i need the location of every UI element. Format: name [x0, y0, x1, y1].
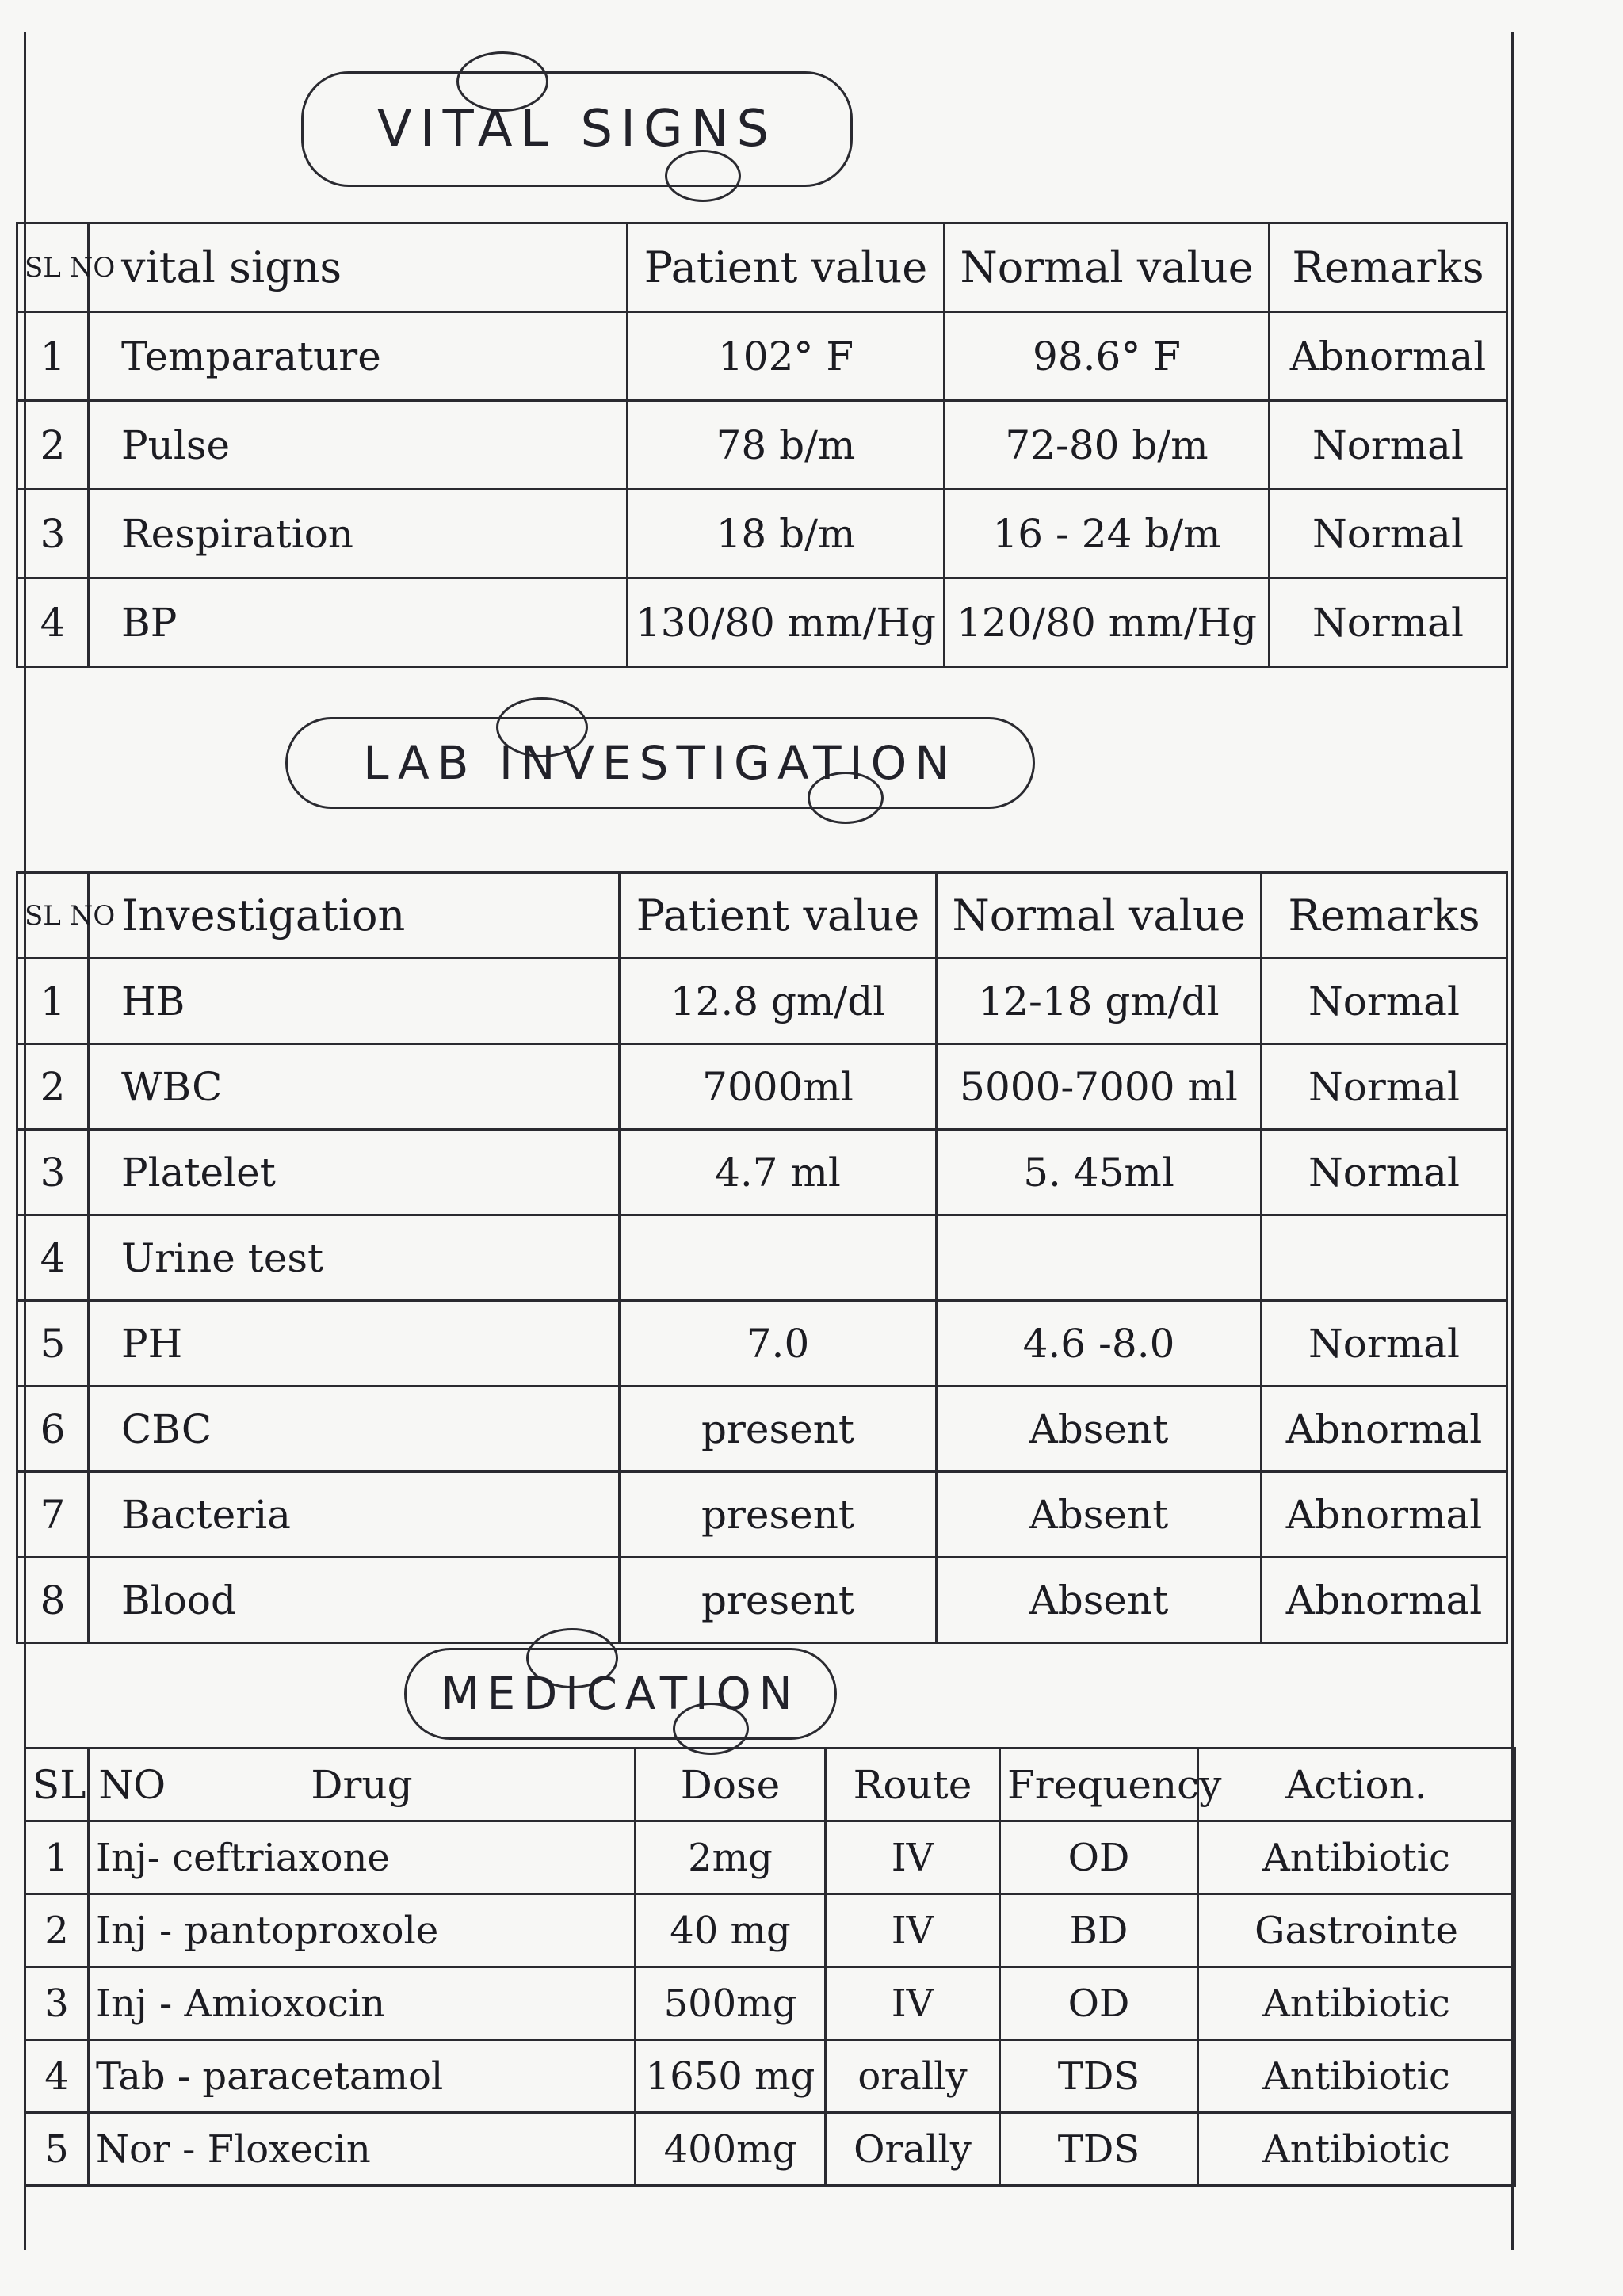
dose-cell: 1650 mg [636, 2040, 826, 2113]
vital-signs-header: vital signs [89, 223, 628, 312]
sl-no-cell: 2 [17, 1044, 89, 1130]
table-row [17, 1044, 1507, 1130]
vital-name-cell: BP [89, 578, 628, 667]
dose-cell: 400mg [636, 2113, 826, 2186]
drug-cell: Inj- ceftriaxone [89, 1821, 636, 1894]
table-row [17, 1472, 1507, 1558]
sl-no-header: SL NO [17, 873, 89, 959]
table-row [17, 1130, 1507, 1215]
dose-cell: 40 mg [636, 1894, 826, 1967]
table-row [25, 1894, 1515, 1967]
sl-no-cell: 6 [17, 1386, 89, 1472]
normal-value-cell: 4.6 -8.0 [937, 1301, 1262, 1386]
sl-no-cell: 5 [25, 2113, 89, 2186]
sl-no-cell: 4 [17, 1215, 89, 1301]
remarks-cell: Normal [1270, 401, 1507, 490]
route-cell: IV [826, 1967, 1000, 2040]
sl-no-cell: 3 [25, 1967, 89, 2040]
sl-no-cell: 1 [17, 959, 89, 1044]
normal-value-cell [937, 1215, 1262, 1301]
vital-name-cell: Respiration [89, 490, 628, 578]
route-cell: Orally [826, 2113, 1000, 2186]
table-row [25, 2113, 1515, 2186]
table-row [25, 1967, 1515, 2040]
sl-no-header: SL NO [25, 1749, 89, 1821]
patient-value-cell [620, 1215, 937, 1301]
normal-value-cell: Absent [937, 1386, 1262, 1472]
action-cell: Antibiotic [1198, 1967, 1515, 2040]
investigation-cell: CBC [89, 1386, 620, 1472]
remarks-cell: Normal [1262, 1130, 1507, 1215]
medication-title: MEDICATION [404, 1648, 837, 1740]
vital-signs-title: VITAL SIGNS [301, 71, 853, 187]
investigation-cell: Urine test [89, 1215, 620, 1301]
table-row [25, 2040, 1515, 2113]
patient-value-cell: 102° F [628, 312, 945, 401]
drug-cell: Inj - pantoproxole [89, 1894, 636, 1967]
normal-value-cell: 98.6° F [945, 312, 1270, 401]
investigation-cell: HB [89, 959, 620, 1044]
table-row [17, 490, 1507, 578]
action-cell: Gastrointe [1198, 1894, 1515, 1967]
medication-table [24, 1747, 1516, 2187]
patient-value-cell: 18 b/m [628, 490, 945, 578]
action-cell: Antibiotic [1198, 2040, 1515, 2113]
remarks-cell: Abnormal [1270, 312, 1507, 401]
frequency-cell: TDS [1000, 2040, 1198, 2113]
normal-value-cell: 5000-7000 ml [937, 1044, 1262, 1130]
frequency-cell: OD [1000, 1967, 1198, 2040]
route-cell: orally [826, 2040, 1000, 2113]
table-row [17, 1386, 1507, 1472]
investigation-cell: WBC [89, 1044, 620, 1130]
patient-value-header: Patient value [620, 873, 937, 959]
patient-value-cell: 7000ml [620, 1044, 937, 1130]
sl-no-cell: 4 [17, 578, 89, 667]
table-row [25, 1821, 1515, 1894]
action-cell: Antibiotic [1198, 2113, 1515, 2186]
remarks-header: Remarks [1262, 873, 1507, 959]
lab-investigation-table [16, 871, 1508, 1644]
table-row [17, 1215, 1507, 1301]
action-header: Action. [1198, 1749, 1515, 1821]
sl-no-cell: 1 [17, 312, 89, 401]
normal-value-header: Normal value [945, 223, 1270, 312]
table-row [17, 959, 1507, 1044]
route-cell: IV [826, 1894, 1000, 1967]
remarks-cell: Normal [1262, 1301, 1507, 1386]
route-header: Route [826, 1749, 1000, 1821]
remarks-cell: Abnormal [1262, 1386, 1507, 1472]
vital-signs-table [16, 222, 1508, 668]
vital-name-cell: Pulse [89, 401, 628, 490]
investigation-cell: Platelet [89, 1130, 620, 1215]
remarks-cell [1262, 1215, 1507, 1301]
normal-value-header: Normal value [937, 873, 1262, 959]
normal-value-cell: 16 - 24 b/m [945, 490, 1270, 578]
sl-no-cell: 5 [17, 1301, 89, 1386]
investigation-cell: Blood [89, 1558, 620, 1643]
table-row [17, 401, 1507, 490]
dose-header: Dose [636, 1749, 826, 1821]
lab-investigation-title: LAB INVESTIGATION [285, 717, 1035, 809]
drug-header: Drug [89, 1749, 636, 1821]
patient-value-cell: present [620, 1558, 937, 1643]
table-row [17, 1558, 1507, 1643]
normal-value-cell: 72-80 b/m [945, 401, 1270, 490]
sl-no-cell: 2 [25, 1894, 89, 1967]
action-cell: Antibiotic [1198, 1821, 1515, 1894]
table-row [17, 312, 1507, 401]
drug-cell: Inj - Amioxocin [89, 1967, 636, 2040]
patient-value-header: Patient value [628, 223, 945, 312]
remarks-cell: Abnormal [1262, 1472, 1507, 1558]
frequency-cell: TDS [1000, 2113, 1198, 2186]
dose-cell: 2mg [636, 1821, 826, 1894]
patient-value-cell: present [620, 1386, 937, 1472]
normal-value-cell: 12-18 gm/dl [937, 959, 1262, 1044]
drug-cell: Tab - paracetamol [89, 2040, 636, 2113]
route-cell: IV [826, 1821, 1000, 1894]
sl-no-cell: 4 [25, 2040, 89, 2113]
sl-no-cell: 1 [25, 1821, 89, 1894]
drug-cell: Nor - Floxecin [89, 2113, 636, 2186]
investigation-cell: PH [89, 1301, 620, 1386]
vital-name-cell: Temparature [89, 312, 628, 401]
patient-value-cell: present [620, 1472, 937, 1558]
frequency-cell: BD [1000, 1894, 1198, 1967]
remarks-cell: Normal [1270, 490, 1507, 578]
sl-no-cell: 8 [17, 1558, 89, 1643]
sl-no-cell: 3 [17, 490, 89, 578]
sl-no-header: SL NO [17, 223, 89, 312]
patient-value-cell: 78 b/m [628, 401, 945, 490]
frequency-header: Frequency [1000, 1749, 1198, 1821]
frequency-cell: OD [1000, 1821, 1198, 1894]
table-row [17, 1301, 1507, 1386]
sl-no-cell: 2 [17, 401, 89, 490]
table-row [17, 578, 1507, 667]
normal-value-cell: 5. 45ml [937, 1130, 1262, 1215]
normal-value-cell: 120/80 mm/Hg [945, 578, 1270, 667]
table-header-row [25, 1749, 1515, 1821]
remarks-cell: Abnormal [1262, 1558, 1507, 1643]
investigation-cell: Bacteria [89, 1472, 620, 1558]
patient-value-cell: 130/80 mm/Hg [628, 578, 945, 667]
normal-value-cell: Absent [937, 1472, 1262, 1558]
patient-value-cell: 7.0 [620, 1301, 937, 1386]
remarks-header: Remarks [1270, 223, 1507, 312]
remarks-cell: Normal [1262, 1044, 1507, 1130]
dose-cell: 500mg [636, 1967, 826, 2040]
remarks-cell: Normal [1262, 959, 1507, 1044]
patient-value-cell: 12.8 gm/dl [620, 959, 937, 1044]
investigation-header: Investigation [89, 873, 620, 959]
table-header-row [17, 873, 1507, 959]
table-header-row [17, 223, 1507, 312]
sl-no-cell: 7 [17, 1472, 89, 1558]
sl-no-cell: 3 [17, 1130, 89, 1215]
patient-value-cell: 4.7 ml [620, 1130, 937, 1215]
remarks-cell: Normal [1270, 578, 1507, 667]
normal-value-cell: Absent [937, 1558, 1262, 1643]
